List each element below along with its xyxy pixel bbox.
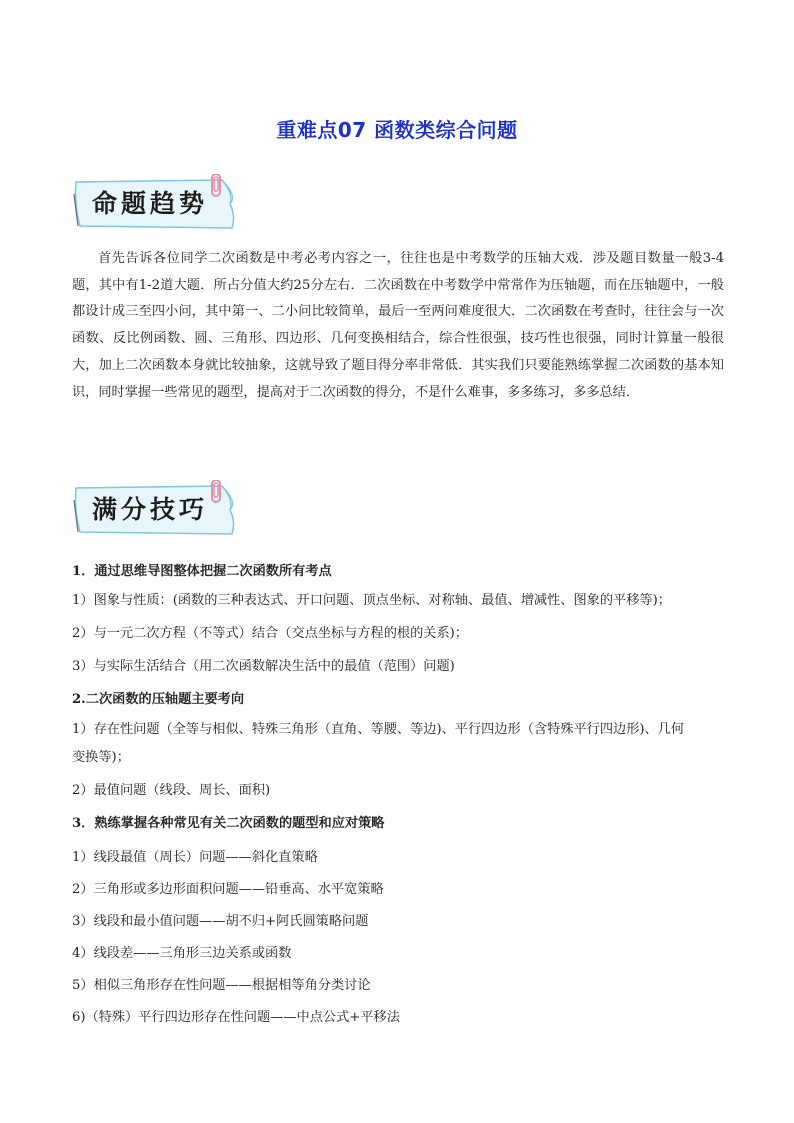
list-item: 2）与一元二次方程（不等式）结合（交点坐标与方程的根的关系)；: [72, 626, 468, 641]
list-item: 5）相似三角形存在性问题——根据相等角分类讨论: [72, 978, 371, 993]
list-item: 6)（特殊）平行四边形存在性问题——中点公式+平移法: [72, 1010, 400, 1025]
section-banner-tips: [72, 480, 242, 538]
list-item: 1）存在性问题（全等与相似、特殊三角形（直角、等腰、等边)、平行四边形（含特殊平行四边形)、几何: [72, 722, 685, 737]
section-heading-trend: 命题趋势: [92, 189, 209, 218]
list-item: 变换等)；: [72, 750, 130, 765]
list-item: 2）三角形或多边形面积问题——铅垂高、水平宽策略: [72, 882, 384, 897]
list-item: 1）线段最值（周长）问题——斜化直策略: [72, 850, 318, 865]
tips-heading-2: 2.二次函数的压轴题主要考向: [72, 692, 245, 707]
section-heading-tips: 满分技巧: [92, 495, 209, 524]
list-item: 3）线段和最小值问题——胡不归+阿氏圆策略问题: [72, 914, 369, 929]
list-item: 2）最值问题（线段、周长、面积): [72, 783, 271, 798]
list-item: 1）图象与性质：(函数的三种表达式、开口问题、顶点坐标、对称轴、最值、增减性、图象的平移等)；: [72, 593, 671, 608]
list-item: 4）线段差——三角形三边关系或函数: [72, 946, 292, 961]
page-title: 重难点07 函数类综合问题: [276, 118, 518, 142]
intro-paragraph: 首先告诉各位同学二次函数是中考必考内容之一，往往也是中考数学的压轴大戏．涉及题目数量一般3-4题，其中有1-2道大题．所占分值大约25分左右．二次函数在中考数学中常常作为压轴题，而在压轴题中，一般都设计成三至四小问，其中第一、二小问比较简单，最后一至两问难度很大．二次函数在考查时，往往会与一次函数、反比例函数、圆、三角形、四边形、几何变换相结合，综合性很强，技巧性也很强，同时计算量一般很大，加上二次函数本身就比较抽象，这就导致了题目得分率非常低．其实我们只要能熟练掌握二次函数的基本知识，同时掌握一些常见的题型，提高对于二次函数的得分，不是什么难事，多多练习，多多总结．: [72, 251, 724, 400]
tips-heading-3: 3．熟练掌握各种常见有关二次函数的题型和应对策略: [72, 816, 385, 831]
tips-heading-1: 1．通过思维导图整体把握二次函数所有考点: [72, 564, 332, 579]
list-item: 3）与实际生活结合（用二次函数解决生活中的最值（范围）问题): [72, 659, 455, 674]
section-banner-trend: [72, 174, 242, 232]
